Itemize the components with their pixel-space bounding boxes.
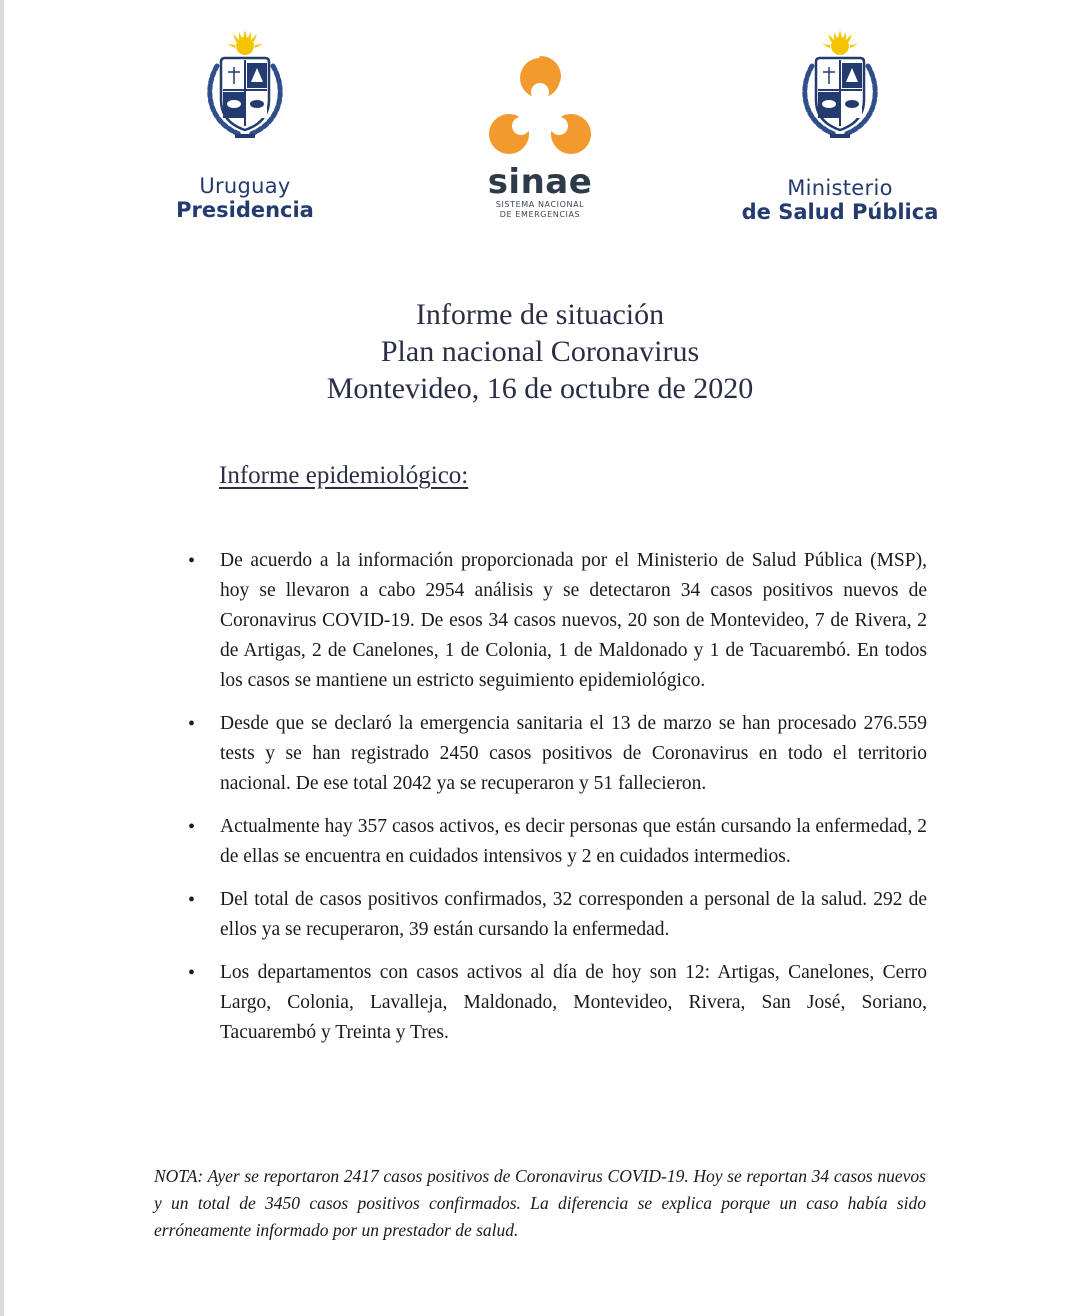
section-heading: Informe epidemiológico:	[219, 462, 469, 489]
title-line1: Informe de situación	[415, 298, 665, 331]
sinae-logo	[470, 52, 610, 220]
document-title	[0, 296, 1080, 407]
sinae-emblem-icon	[485, 52, 595, 158]
note-paragraph: NOTA: Ayer se reportaron 2417 casos positivos de Coronavirus COVID-19. Hoy se reportan 34 casos nuevos y un total de 3450 casos positivos confirmados. La diferencia se explica porque un caso había sido erróneamente informado por un prestador de salud.	[154, 1166, 926, 1240]
coat-of-arms-icon	[195, 30, 295, 146]
presidencia-logo	[160, 30, 330, 222]
sinae-wordmark: sinae	[487, 162, 593, 202]
sinae-subtitle-line2: DE EMERGENCIAS	[499, 210, 581, 219]
msp-line1: Ministerio	[787, 176, 893, 200]
bullet-list	[220, 546, 927, 1061]
bullet-item: • Los departamentos con casos activos al día de hoy son 12: Artigas, Canelones, Cerro Largo, Colonia, Lavalleja, Maldonado, Montevideo, Rivera, San José, Soriano, Tacuarembó y Treinta y Tres.	[220, 958, 927, 1048]
bullet-item: • Del total de casos positivos confirmados, 32 corresponden a personal de la salud. 292 de ellos ya se recuperaron, 39 están cursando la enfermedad.	[220, 885, 927, 945]
msp-line2: de Salud Pública	[741, 200, 939, 224]
title-line3: Montevideo, 16 de octubre de 2020	[326, 372, 754, 405]
title-line2: Plan nacional Coronavirus	[380, 335, 700, 368]
page-edge	[0, 0, 4, 1316]
presidencia-line1: Uruguay	[199, 174, 291, 198]
coat-of-arms-icon	[790, 30, 890, 146]
msp-logo	[725, 30, 955, 224]
bullet-item: • Desde que se declaró la emergencia sanitaria el 13 de marzo se han procesado 276.559 tests y se han registrado 2450 casos positivos de Coronavirus en todo el territorio nacional. De ese total 2042 ya se recuperaron y 51 fallecieron.	[220, 709, 927, 799]
sinae-subtitle-line1: SISTEMA NACIONAL	[495, 200, 585, 209]
presidencia-line2: Presidencia	[176, 198, 314, 222]
bullet-item: • De acuerdo a la información proporcionada por el Ministerio de Salud Pública (MSP), hoy se llevaron a cabo 2954 análisis y se detectaron 34 casos positivos nuevos de Coronavirus COVID-19. De esos 34 casos nuevos, 20 son de Montevideo, 7 de Rivera, 2 de Artigas, 2 de Canelones, 1 de Colonia, 1 de Maldonado y 1 de Tacuarembó. En todos los casos se mantiene un estricto seguimiento epidemiológico.	[220, 546, 927, 696]
bullet-item: • Actualmente hay 357 casos activos, es decir personas que están cursando la enfermedad, 2 de ellas se encuentra en cuidados intensivos y 2 en cuidados intermedios.	[220, 812, 927, 872]
